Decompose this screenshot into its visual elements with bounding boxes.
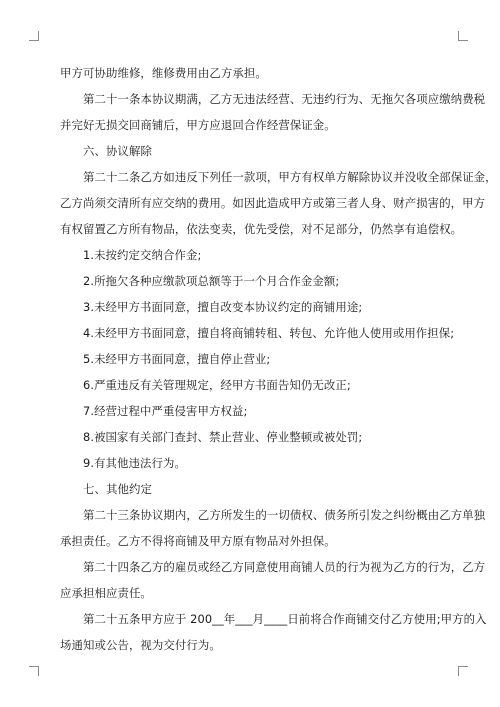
- section-heading: 七、其他约定: [83, 482, 152, 496]
- text-line: 第二十五条甲方应于 200__年___月____日前将合作商铺交付乙方使用;甲方的入: [83, 612, 487, 626]
- list-item: 1.未按约定交纳合作金;: [83, 248, 202, 262]
- text-line: 场通知或公告，视为交付行为。: [60, 638, 221, 652]
- text-line: 甲方可协助维修，维修费用由乙方承担。: [60, 66, 267, 80]
- crop-mark-bottom-left: [29, 666, 39, 676]
- text-line: 应承担相应责任。: [60, 586, 152, 600]
- list-item: 2.所拖欠各种应缴款项总额等于一个月合作金金额;: [83, 274, 340, 288]
- section-heading: 六、协议解除: [83, 144, 152, 158]
- text-line: 有权留置乙方所有物品，依法变卖，优先受偿，对不足部分，仍然享有追偿权。: [60, 222, 463, 236]
- text-line: 第二十四条乙方的雇员或经乙方同意使用商铺人员的行为视为乙方的行为，乙方: [83, 560, 486, 574]
- text-line: 乙方尚须交清所有应交纳的费用。如因此造成甲方或第三者人身、财产损害的，甲方: [60, 196, 486, 210]
- text-line: 第二十一条本协议期满，乙方无违法经营、无违约行为、无拖欠各项应缴纳费税: [83, 92, 486, 106]
- crop-mark-top-right: [458, 31, 468, 41]
- list-item: 4.未经甲方书面同意，擅自将商铺转租、转包、允许他人使用或用作担保;: [83, 326, 455, 340]
- text-line: 第二十二条乙方如违反下列任一款项，甲方有权单方解除协议并没收全部保证金，: [83, 170, 497, 184]
- crop-mark-bottom-right: [458, 666, 468, 676]
- document-body: [60, 60, 497, 658]
- list-item: 8.被国家有关部门查封、禁止营业、停业整顿或被处罚;: [83, 430, 363, 444]
- text-line: 第二十三条协议期内，乙方所发生的一切债权、债务所引发之纠纷概由乙方单独: [83, 508, 486, 522]
- text-line: 并完好无损交回商铺后，甲方应退回合作经营保证金。: [60, 118, 336, 132]
- list-item: 7.经营过程中严重侵害甲方权益;: [83, 404, 248, 418]
- text-line: 承担责任。乙方不得将商铺及甲方原有物品对外担保。: [60, 534, 336, 548]
- crop-mark-top-left: [29, 31, 39, 41]
- list-item: 3.未经甲方书面同意，擅自改变本协议约定的商铺用途;: [83, 300, 363, 314]
- list-item: 9.有其他违法行为。: [83, 456, 186, 470]
- list-item: 5.未经甲方书面同意，擅自停止营业;: [83, 352, 271, 366]
- list-item: 6.严重违反有关管理规定，经甲方书面告知仍无改正;: [83, 378, 351, 392]
